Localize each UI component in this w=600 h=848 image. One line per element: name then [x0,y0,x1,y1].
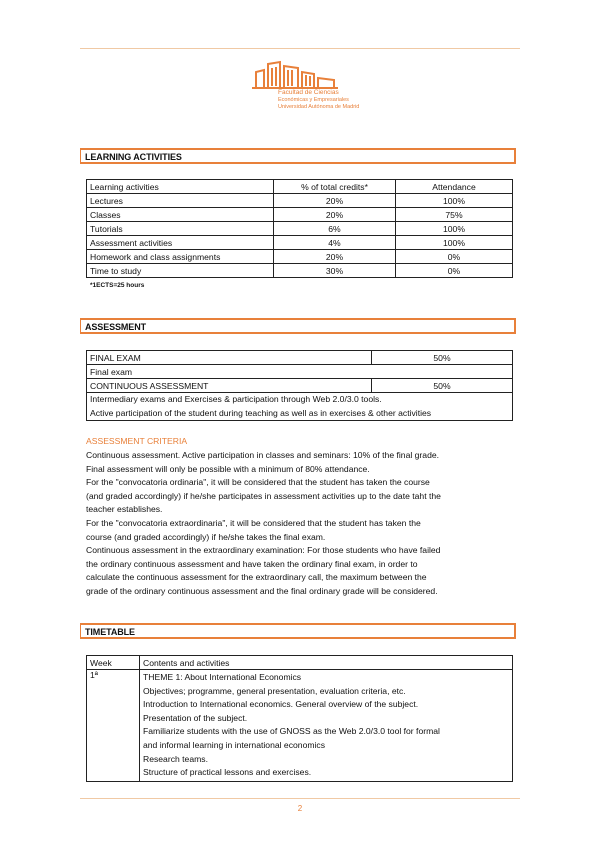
header-rule [80,48,520,49]
footer-rule [80,798,520,799]
criteria-line: grade of the ordinary continuous assessment and the final ordinary grade will be considered. [86,585,438,596]
contents-line: Introduction to International economics. General overview of the subject. [143,699,419,710]
activity-cell: Classes [87,208,274,222]
final-exam-pct: 50% [372,351,513,365]
criteria-line: Final assessment will only be possible with a minimum of 80% attendance. [86,463,370,474]
contents-line: and informal learning in international economics [143,739,326,750]
header-cell: % of total credits* [274,180,396,194]
criteria-line: the ordinary continuous assessment and have taken the ordinary final exam, in order to [86,558,418,569]
continuous-label: CONTINUOUS ASSESSMENT [87,379,372,393]
criteria-line: Continuous assessment. Active participation in classes and seminars: 10% of the final grade. [86,450,440,460]
attendance-cell: 0% [396,264,513,278]
assessment-criteria-heading: ASSESSMENT CRITERIA [86,436,188,446]
criteria-line: (and graded accordingly) if he/she participates in assessment activities up to the date taht the [86,490,441,501]
contents-line: Research teams. [143,753,208,764]
activity-cell: Homework and class assignments [87,250,274,264]
assessment-heading: ASSESSMENT [80,318,516,334]
timetable-table [86,655,513,782]
table-row [87,264,513,278]
attendance-cell: 100% [396,222,513,236]
contents-line: Structure of practical lessons and exercises. [143,767,312,778]
contents-cell [140,670,513,782]
contents-line: THEME 1: About International Economics [143,672,302,682]
week-cell: 1ª [87,670,140,782]
criteria-line: Continuous assessment in the extraordinary examination: For those students who have failed [86,545,441,556]
assessment-criteria-text [86,449,514,599]
contents-line: Familiarize students with the use of GNOSS as the Web 2.0/3.0 tool for formal [143,726,440,737]
credits-cell: 4% [274,236,396,250]
learning-activities-table [86,179,513,278]
credits-cell: 20% [274,208,396,222]
header-cell: Attendance [396,180,513,194]
table-row [87,670,513,782]
table-row [87,222,513,236]
continuous-desc [87,393,513,421]
timetable-heading: TIMETABLE [80,623,516,639]
ects-note: *1ECTS=25 hours [90,282,145,289]
credits-cell: 20% [274,194,396,208]
logo-line-3: Universidad Autónoma de Madrid [278,104,360,110]
attendance-cell: 100% [396,194,513,208]
criteria-line: calculate the continuous assessment for the extraordinary call, the maximum between the [86,572,427,583]
contents-line: Presentation of the subject. [143,712,248,723]
table-row [87,379,513,393]
credits-cell: 6% [274,222,396,236]
table-row [87,194,513,208]
attendance-cell: 0% [396,250,513,264]
table-header-row [87,656,513,670]
contents-line: Objectives; programme, general presentation, evaluation criteria, etc. [143,685,406,696]
criteria-line: For the "convocatoria ordinaria", it will be considered that the student has taken the course [86,477,430,488]
table-header-row [87,180,513,194]
attendance-cell: 100% [396,236,513,250]
activity-cell: Time to study [87,264,274,278]
activity-cell: Lectures [87,194,274,208]
continuous-desc-line: Active participation of the student during teaching as well as in exercises & other activities [90,407,432,418]
attendance-cell: 75% [396,208,513,222]
criteria-line: For the "convocatoria extraordinaria", it will be considered that the student has taken the [86,517,421,528]
continuous-desc-line: Intermediary exams and Exercises & participation through Web 2.0/3.0 tools. [90,394,382,404]
table-row [87,351,513,365]
table-row [87,250,513,264]
activity-cell: Tutorials [87,222,274,236]
page-number: 2 [297,804,303,813]
contents-header: Contents and activities [140,656,513,670]
logo-line-2: Económicas y Empresariales [278,97,349,103]
table-row [87,365,513,379]
learning-activities-heading: LEARNING ACTIVITIES [80,148,516,164]
continuous-pct: 50% [372,379,513,393]
header-cell: Learning activities [87,180,274,194]
criteria-line: teacher establishes. [86,504,163,515]
table-row [87,236,513,250]
week-header: Week [87,656,140,670]
credits-cell: 20% [274,250,396,264]
table-row [87,208,513,222]
credits-cell: 30% [274,264,396,278]
final-exam-desc: Final exam [87,365,513,379]
logo-line-1: Facultad de Ciencias [278,89,339,96]
activity-cell: Assessment activities [87,236,274,250]
assessment-table [86,350,513,421]
final-exam-label: FINAL EXAM [87,351,372,365]
table-row [87,393,513,421]
criteria-line: course (and graded accordingly) if he/she takes the final exam. [86,531,326,542]
